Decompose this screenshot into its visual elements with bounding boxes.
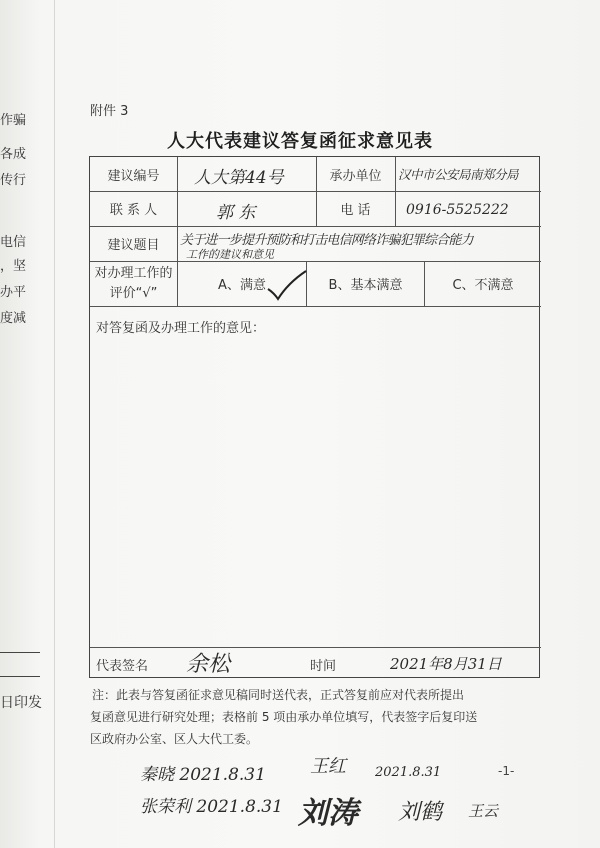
margin-rule (0, 676, 40, 677)
opinion-text-area[interactable] (94, 347, 537, 643)
row-divider (90, 306, 541, 307)
note-line: 复函意见进行研究处理；表格前 5 项由承办单位填写，代表签字后复印送 (90, 710, 478, 724)
signature-last: 王云 (468, 802, 499, 820)
margin-fragment: 电信 (0, 235, 27, 250)
form-note (90, 684, 550, 750)
margin-rule (0, 652, 40, 653)
representative-signature: 余松 (186, 652, 231, 677)
margin-fragment: 作骗 (0, 113, 27, 128)
option-unsatisfied[interactable]: C、不满意 (452, 278, 514, 293)
signature-label: 代表签名 (96, 658, 149, 674)
handling-unit-label: 承办单位 (329, 168, 382, 184)
time-label: 时间 (310, 658, 337, 674)
signature-liu-1: 刘涛 (298, 796, 358, 831)
margin-fragment: ，坚 (0, 259, 27, 274)
contact-label: 联 系 人 (109, 203, 158, 218)
subject-label: 建议题目 (107, 238, 160, 253)
margin-fragment: 传行 (0, 173, 27, 188)
phone-value: 0916-5525222 (406, 202, 509, 218)
proposal-no-label: 建议编号 (107, 168, 160, 184)
margin-print-date: 日印发 (0, 695, 42, 711)
column-divider (395, 157, 396, 226)
signature-qin: 秦晓 2021.8.31 (140, 765, 266, 785)
signature-date: 2021年8月31日 (390, 655, 502, 673)
annex-label: 附件 3 (90, 104, 129, 119)
page-title: 人大代表建议答复函征求意见表 (167, 131, 433, 152)
evaluation-label: 对办理工作的评价“√” (94, 265, 173, 301)
opinion-label: 对答复函及办理工作的意见： (96, 321, 266, 336)
note-line: 区政府办公室、区人大代工委。 (90, 732, 259, 746)
signature-wang: 王红 (310, 756, 346, 777)
checkmark-icon (266, 269, 310, 303)
handling-unit-value: 汉中市公安局南郑分局 (398, 167, 519, 182)
row-divider (90, 647, 541, 648)
option-basically-satisfied[interactable]: B、基本满意 (328, 278, 403, 293)
proposal-no-value: 人大第44号 (194, 168, 284, 188)
page-number: -1- (498, 764, 515, 778)
subject-value-line2: 工作的建议和意见 (186, 248, 274, 261)
signature-wang-date: 2021.8.31 (375, 765, 442, 780)
margin-fragment: 办平 (0, 285, 27, 300)
signature-liu-2: 刘鹤 (398, 800, 443, 825)
signature-zhang: 张荣利 2021.8.31 (140, 797, 283, 817)
note-line: 注：此表与答复函征求意见稿同时送代表，正式答复前应对代表所提出 (92, 688, 465, 702)
contact-value: 郭 东 (216, 203, 256, 223)
subject-value-line1: 关于进一步提升预防和打击电信网络诈骗犯罪综合能力 (180, 233, 473, 248)
margin-fragment: 各成 (0, 147, 27, 162)
feedback-form-table (89, 156, 540, 678)
margin-fragment: 度减 (0, 311, 27, 326)
option-satisfied[interactable]: A、满意 (218, 278, 266, 293)
phone-label: 电 话 (340, 203, 371, 218)
